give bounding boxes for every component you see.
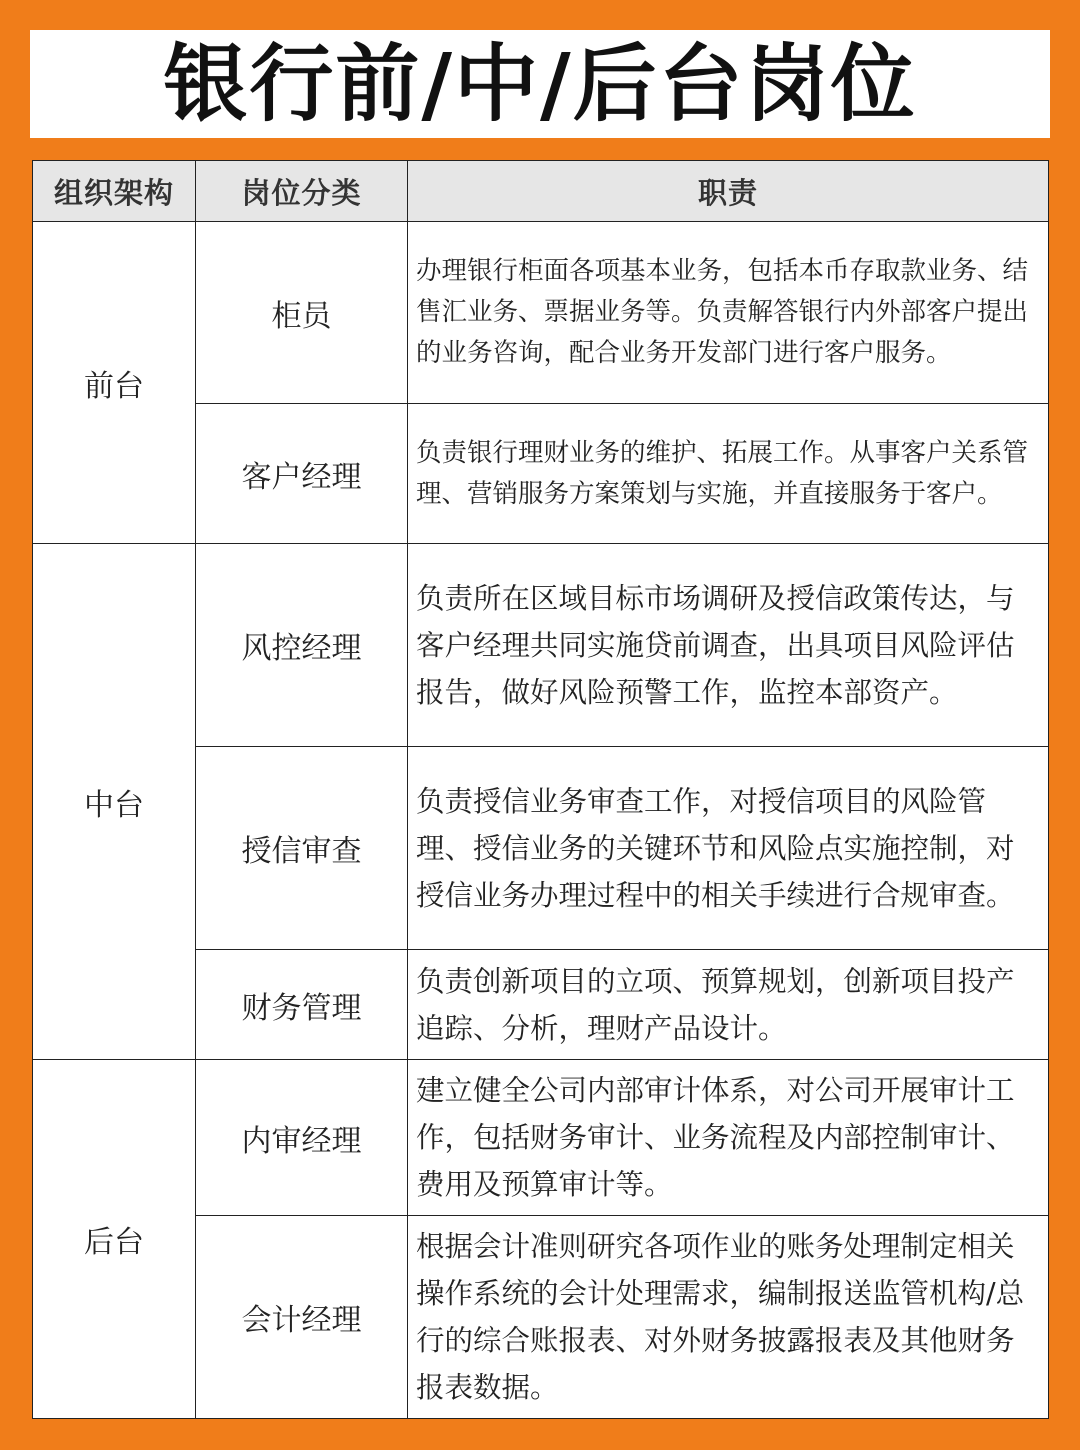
position-cell: 财务管理: [196, 950, 408, 1060]
position-cell: 客户经理: [196, 404, 408, 544]
duty-cell: 根据会计准则研究各项作业的账务处理制定相关操作系统的会计处理需求，编制报送监管机构/总行的综合账报表、对外财务披露报表及其他财务报表数据。: [408, 1216, 1049, 1419]
duty-cell: 建立健全公司内部审计体系，对公司开展审计工作，包括财务审计、业务流程及内部控制审计、费用及预算审计等。: [408, 1060, 1049, 1216]
duty-cell: 负责授信业务审查工作，对授信项目的风险管理、授信业务的关键环节和风险点实施控制，对授信业务办理过程中的相关手续进行合规审查。: [408, 747, 1049, 950]
duty-cell: 负责银行理财业务的维护、拓展工作。从事客户关系管理、营销服务方案策划与实施，并直接服务于客户。: [408, 404, 1049, 544]
duty-cell: 办理银行柜面各项基本业务，包括本币存取款业务、结售汇业务、票据业务等。负责解答银行内外部客户提出的业务咨询，配合业务开发部门进行客户服务。: [408, 222, 1049, 404]
header-duty: 职责: [408, 161, 1049, 222]
table-header-row: [33, 161, 1049, 222]
position-cell: 风控经理: [196, 544, 408, 747]
positions-table: [32, 160, 1049, 1419]
table-row: [33, 544, 1049, 747]
position-cell: 柜员: [196, 222, 408, 404]
position-cell: 会计经理: [196, 1216, 408, 1419]
duty-cell: 负责所在区域目标市场调研及授信政策传达，与客户经理共同实施贷前调查，出具项目风险评估报告，做好风险预警工作，监控本部资产。: [408, 544, 1049, 747]
org-cell-front: 前台: [33, 222, 196, 544]
title-banner: [30, 30, 1050, 138]
duty-cell: 负责创新项目的立项、预算规划，创新项目投产追踪、分析，理财产品设计。: [408, 950, 1049, 1060]
page-title: 银行前/中/后台岗位: [163, 35, 917, 133]
org-cell-middle: 中台: [33, 544, 196, 1060]
position-cell: 内审经理: [196, 1060, 408, 1216]
header-org: 组织架构: [33, 161, 196, 222]
org-cell-back: 后台: [33, 1060, 196, 1419]
header-position: 岗位分类: [196, 161, 408, 222]
position-cell: 授信审查: [196, 747, 408, 950]
table-row: [33, 1060, 1049, 1216]
table-row: [33, 222, 1049, 404]
